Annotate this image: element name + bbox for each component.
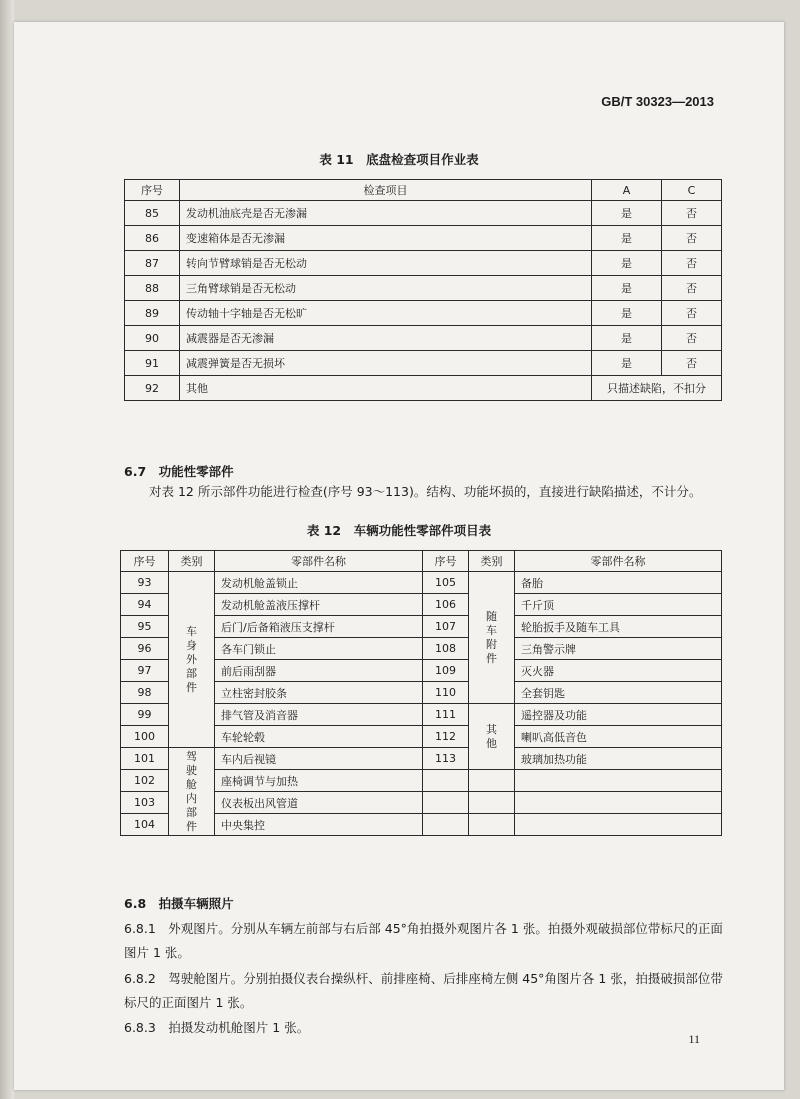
empty-cell bbox=[515, 814, 722, 836]
part-no: 96 bbox=[121, 638, 169, 660]
row-no: 88 bbox=[125, 276, 180, 301]
section-6-8-title: 6.8 拍摄车辆照片 bbox=[124, 896, 234, 911]
part-no: 102 bbox=[121, 770, 169, 792]
row-no: 90 bbox=[125, 326, 180, 351]
row-no: 91 bbox=[125, 351, 180, 376]
part-name: 轮胎扳手及随车工具 bbox=[515, 616, 722, 638]
part-name: 后门/后备箱液压支撑杆 bbox=[215, 616, 423, 638]
table11-caption: 表 11 底盘检查项目作业表 bbox=[319, 152, 479, 167]
part-no: 107 bbox=[423, 616, 469, 638]
table12-header-category-left: 类别 bbox=[169, 551, 215, 572]
row-no: 85 bbox=[125, 201, 180, 226]
part-no: 97 bbox=[121, 660, 169, 682]
part-no: 112 bbox=[423, 726, 469, 748]
row-no: 89 bbox=[125, 301, 180, 326]
table-row bbox=[121, 748, 722, 770]
row-c: 否 bbox=[662, 351, 722, 376]
part-name: 三角警示牌 bbox=[515, 638, 722, 660]
part-name: 立柱密封胶条 bbox=[215, 682, 423, 704]
empty-cell bbox=[423, 814, 469, 836]
table-row bbox=[121, 572, 722, 594]
category-label: 随车附件 bbox=[486, 609, 497, 665]
part-name: 遥控器及功能 bbox=[515, 704, 722, 726]
part-name: 中央集控 bbox=[215, 814, 423, 836]
standard-code: GB/T 30323—2013 bbox=[601, 94, 714, 109]
row-item: 发动机油底壳是否无渗漏 bbox=[180, 201, 592, 226]
row-c: 否 bbox=[662, 301, 722, 326]
table-row bbox=[125, 276, 722, 301]
row-a: 是 bbox=[592, 201, 662, 226]
category-cabin-interior bbox=[169, 748, 215, 836]
row-c: 否 bbox=[662, 251, 722, 276]
part-no: 98 bbox=[121, 682, 169, 704]
row-item: 变速箱体是否无渗漏 bbox=[180, 226, 592, 251]
table-row bbox=[125, 201, 722, 226]
part-name: 车轮轮毂 bbox=[215, 726, 423, 748]
empty-cell bbox=[469, 814, 515, 836]
row-a: 是 bbox=[592, 226, 662, 251]
section-6-7-body: 对表 12 所示部件功能进行检查(序号 93～113)。结构、功能坏损的，直接进行缺陷描述，不计分。 bbox=[149, 484, 702, 499]
table-row bbox=[125, 226, 722, 251]
part-name: 排气管及消音器 bbox=[215, 704, 423, 726]
part-name: 备胎 bbox=[515, 572, 722, 594]
part-name: 发动机舱盖锁止 bbox=[215, 572, 423, 594]
table12-caption: 表 12 车辆功能性零部件项目表 bbox=[306, 523, 492, 538]
row-a: 是 bbox=[592, 251, 662, 276]
category-others bbox=[469, 704, 515, 770]
part-no: 103 bbox=[121, 792, 169, 814]
part-name: 前后雨刮器 bbox=[215, 660, 423, 682]
table-row-other bbox=[125, 376, 722, 401]
category-label: 车身外部件 bbox=[186, 624, 197, 694]
page-number: 11 bbox=[688, 1032, 700, 1046]
row-item: 转向节臂球销是否无松动 bbox=[180, 251, 592, 276]
empty-cell bbox=[469, 770, 515, 792]
category-vehicle-accessories bbox=[469, 572, 515, 704]
part-name: 灭火器 bbox=[515, 660, 722, 682]
table-row bbox=[125, 301, 722, 326]
table11-header-row bbox=[125, 180, 722, 201]
row-no: 92 bbox=[125, 376, 180, 401]
row-c: 否 bbox=[662, 201, 722, 226]
part-name: 玻璃加热功能 bbox=[515, 748, 722, 770]
table11-header-item: 检查项目 bbox=[180, 180, 592, 201]
part-no: 111 bbox=[423, 704, 469, 726]
row-a: 是 bbox=[592, 326, 662, 351]
row-item: 减震器是否无渗漏 bbox=[180, 326, 592, 351]
table-row bbox=[125, 251, 722, 276]
table12-header-name-right: 零部件名称 bbox=[515, 551, 722, 572]
table12-header-no-left: 序号 bbox=[121, 551, 169, 572]
row-no: 86 bbox=[125, 226, 180, 251]
section-6-8-3: 6.8.3 拍摄发动机舱图片 1 张。 bbox=[124, 1020, 310, 1035]
part-no: 109 bbox=[423, 660, 469, 682]
section-6-8-2: 6.8.2 驾驶舱图片。分别拍摄仪表台操纵杆、前排座椅、后排座椅左侧 45°角图片各 1 张，拍摄破损部位带标尺的正面图片 1 张。 bbox=[124, 971, 723, 1010]
table11-header-c: C bbox=[662, 180, 722, 201]
section-6-7-title: 6.7 功能性零部件 bbox=[124, 464, 234, 479]
table12-header-category-right: 类别 bbox=[469, 551, 515, 572]
row-c: 否 bbox=[662, 326, 722, 351]
part-no: 106 bbox=[423, 594, 469, 616]
table11-header-a: A bbox=[592, 180, 662, 201]
empty-cell bbox=[515, 792, 722, 814]
row-item: 传动轴十字轴是否无松旷 bbox=[180, 301, 592, 326]
category-label: 驾驶舱内部件 bbox=[186, 749, 197, 833]
part-name: 仪表板出风管道 bbox=[215, 792, 423, 814]
row-no: 87 bbox=[125, 251, 180, 276]
row-a: 是 bbox=[592, 351, 662, 376]
scanner-edge bbox=[0, 0, 14, 1099]
part-no: 99 bbox=[121, 704, 169, 726]
part-no: 101 bbox=[121, 748, 169, 770]
table-row bbox=[125, 326, 722, 351]
row-note: 只描述缺陷，不扣分 bbox=[592, 376, 722, 401]
table12-header-row bbox=[121, 551, 722, 572]
section-6-8-1: 6.8.1 外观图片。分别从车辆左前部与右后部 45°角拍摄外观图片各 1 张。拍摄外观破损部位带标尺的正面图片 1 张。 bbox=[124, 921, 723, 960]
part-name: 各车门锁止 bbox=[215, 638, 423, 660]
part-no: 104 bbox=[121, 814, 169, 836]
table11 bbox=[124, 179, 722, 401]
part-no: 93 bbox=[121, 572, 169, 594]
table11-header-no: 序号 bbox=[125, 180, 180, 201]
row-c: 否 bbox=[662, 276, 722, 301]
row-a: 是 bbox=[592, 276, 662, 301]
part-no: 108 bbox=[423, 638, 469, 660]
category-label: 其他 bbox=[486, 722, 497, 750]
part-name: 全套钥匙 bbox=[515, 682, 722, 704]
part-name: 千斤顶 bbox=[515, 594, 722, 616]
category-body-exterior bbox=[169, 572, 215, 748]
row-item: 减震弹簧是否无损坏 bbox=[180, 351, 592, 376]
empty-cell bbox=[423, 792, 469, 814]
part-name: 车内后视镜 bbox=[215, 748, 423, 770]
part-no: 113 bbox=[423, 748, 469, 770]
table-row bbox=[125, 351, 722, 376]
empty-cell bbox=[423, 770, 469, 792]
part-no: 110 bbox=[423, 682, 469, 704]
document-page bbox=[14, 22, 784, 1090]
table12 bbox=[120, 550, 722, 836]
empty-cell bbox=[469, 792, 515, 814]
part-name: 座椅调节与加热 bbox=[215, 770, 423, 792]
row-item: 其他 bbox=[180, 376, 592, 401]
table12-header-no-right: 序号 bbox=[423, 551, 469, 572]
row-a: 是 bbox=[592, 301, 662, 326]
table12-header-name-left: 零部件名称 bbox=[215, 551, 423, 572]
row-c: 否 bbox=[662, 226, 722, 251]
part-no: 95 bbox=[121, 616, 169, 638]
part-no: 100 bbox=[121, 726, 169, 748]
part-name: 发动机舱盖液压撑杆 bbox=[215, 594, 423, 616]
row-item: 三角臂球销是否无松动 bbox=[180, 276, 592, 301]
part-name: 喇叭高低音色 bbox=[515, 726, 722, 748]
empty-cell bbox=[515, 770, 722, 792]
part-no: 105 bbox=[423, 572, 469, 594]
part-no: 94 bbox=[121, 594, 169, 616]
